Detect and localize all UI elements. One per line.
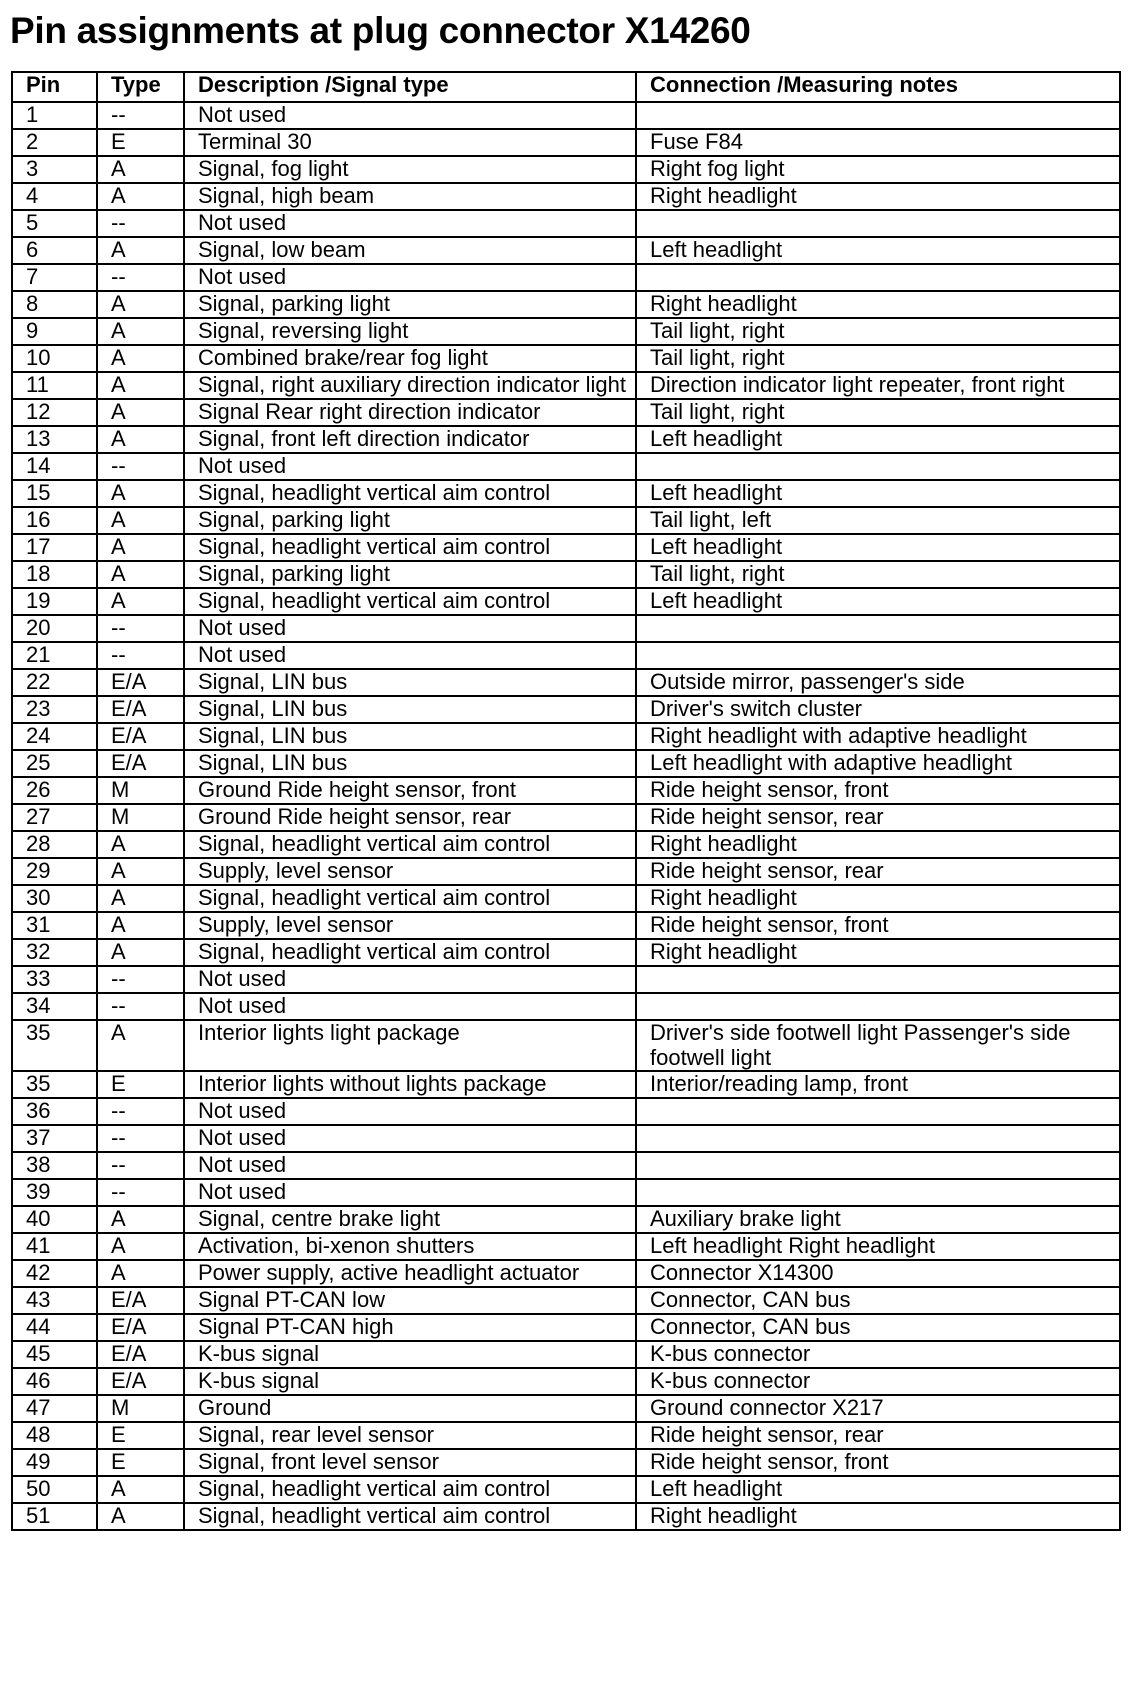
- description-cell: Not used: [184, 1152, 636, 1179]
- type-cell: E/A: [97, 1368, 184, 1395]
- pin-cell: 37: [12, 1125, 97, 1152]
- table-row: [12, 453, 1120, 480]
- type-cell: E/A: [97, 696, 184, 723]
- column-header-connection: Connection /Measuring notes: [636, 72, 1120, 102]
- pin-cell: 42: [12, 1260, 97, 1287]
- table-row: [12, 966, 1120, 993]
- table-row: [12, 696, 1120, 723]
- description-cell: Power supply, active headlight actuator: [184, 1260, 636, 1287]
- table-row: [12, 534, 1120, 561]
- description-cell: Not used: [184, 993, 636, 1020]
- description-cell: Signal PT-CAN low: [184, 1287, 636, 1314]
- pin-cell: 17: [12, 534, 97, 561]
- table-row: [12, 1179, 1120, 1206]
- connection-cell: Fuse F84: [636, 129, 1120, 156]
- description-cell: Not used: [184, 615, 636, 642]
- pin-cell: 36: [12, 1098, 97, 1125]
- connection-cell: Tail light, right: [636, 318, 1120, 345]
- column-header-description: Description /Signal type: [184, 72, 636, 102]
- pin-cell: 50: [12, 1476, 97, 1503]
- description-cell: Signal PT-CAN high: [184, 1314, 636, 1341]
- table-row: [12, 129, 1120, 156]
- type-cell: A: [97, 1503, 184, 1530]
- table-row: [12, 156, 1120, 183]
- table-row: [12, 1341, 1120, 1368]
- description-cell: Signal, headlight vertical aim control: [184, 480, 636, 507]
- pin-cell: 6: [12, 237, 97, 264]
- table-row: [12, 318, 1120, 345]
- connection-cell: K-bus connector: [636, 1341, 1120, 1368]
- type-cell: E/A: [97, 669, 184, 696]
- pin-cell: 11: [12, 372, 97, 399]
- table-row: [12, 210, 1120, 237]
- description-cell: Signal, headlight vertical aim control: [184, 534, 636, 561]
- type-cell: A: [97, 561, 184, 588]
- type-cell: A: [97, 1233, 184, 1260]
- type-cell: A: [97, 831, 184, 858]
- pin-cell: 34: [12, 993, 97, 1020]
- connection-cell: Tail light, right: [636, 345, 1120, 372]
- description-cell: Signal, parking light: [184, 507, 636, 534]
- pin-cell: 2: [12, 129, 97, 156]
- description-cell: Activation, bi-xenon shutters: [184, 1233, 636, 1260]
- description-cell: Not used: [184, 1179, 636, 1206]
- type-cell: A: [97, 156, 184, 183]
- table-row: [12, 1125, 1120, 1152]
- table-row: [12, 1152, 1120, 1179]
- type-cell: A: [97, 858, 184, 885]
- connection-cell: Left headlight with adaptive headlight: [636, 750, 1120, 777]
- connection-cell: Left headlight Right headlight: [636, 1233, 1120, 1260]
- pin-cell: 51: [12, 1503, 97, 1530]
- column-header-pin: Pin: [12, 72, 97, 102]
- table-row: [12, 615, 1120, 642]
- description-cell: Terminal 30: [184, 129, 636, 156]
- connection-cell: Driver's switch cluster: [636, 696, 1120, 723]
- description-cell: Signal, LIN bus: [184, 669, 636, 696]
- pin-cell: 26: [12, 777, 97, 804]
- connection-cell: [636, 993, 1120, 1020]
- pin-cell: 19: [12, 588, 97, 615]
- description-cell: Signal, right auxiliary direction indicator light: [184, 372, 636, 399]
- description-cell: Signal, parking light: [184, 561, 636, 588]
- pin-cell: 44: [12, 1314, 97, 1341]
- table-row: [12, 561, 1120, 588]
- pin-cell: 47: [12, 1395, 97, 1422]
- table-row: [12, 264, 1120, 291]
- table-row: [12, 183, 1120, 210]
- pin-cell: 5: [12, 210, 97, 237]
- type-cell: A: [97, 912, 184, 939]
- table-row: [12, 777, 1120, 804]
- type-cell: A: [97, 426, 184, 453]
- type-cell: --: [97, 210, 184, 237]
- description-cell: Interior lights without lights package: [184, 1071, 636, 1098]
- table-row: [12, 1020, 1120, 1071]
- type-cell: M: [97, 804, 184, 831]
- type-cell: A: [97, 1476, 184, 1503]
- description-cell: Signal, headlight vertical aim control: [184, 939, 636, 966]
- pin-cell: 35: [12, 1020, 97, 1071]
- connection-cell: Driver's side footwell light Passenger's side footwell light: [636, 1020, 1120, 1071]
- description-cell: Combined brake/rear fog light: [184, 345, 636, 372]
- table-row: [12, 399, 1120, 426]
- description-cell: Signal, centre brake light: [184, 1206, 636, 1233]
- description-cell: Signal, headlight vertical aim control: [184, 831, 636, 858]
- connection-cell: Right headlight: [636, 885, 1120, 912]
- connection-cell: Connector X14300: [636, 1260, 1120, 1287]
- table-row: [12, 1260, 1120, 1287]
- connection-cell: Ride height sensor, front: [636, 1449, 1120, 1476]
- table-row: [12, 1098, 1120, 1125]
- description-cell: Signal, fog light: [184, 156, 636, 183]
- table-row: [12, 912, 1120, 939]
- pin-cell: 48: [12, 1422, 97, 1449]
- description-cell: Ground Ride height sensor, rear: [184, 804, 636, 831]
- table-row: [12, 480, 1120, 507]
- description-cell: Ground Ride height sensor, front: [184, 777, 636, 804]
- connection-cell: Outside mirror, passenger's side: [636, 669, 1120, 696]
- table-row: [12, 1368, 1120, 1395]
- type-cell: A: [97, 939, 184, 966]
- pin-cell: 21: [12, 642, 97, 669]
- connection-cell: [636, 1152, 1120, 1179]
- type-cell: E: [97, 129, 184, 156]
- connection-cell: Left headlight: [636, 588, 1120, 615]
- pin-assignment-table: [11, 71, 1121, 1531]
- pin-cell: 16: [12, 507, 97, 534]
- type-cell: E: [97, 1449, 184, 1476]
- connection-cell: Interior/reading lamp, front: [636, 1071, 1120, 1098]
- connection-cell: Tail light, right: [636, 399, 1120, 426]
- table-row: [12, 1287, 1120, 1314]
- type-cell: --: [97, 1152, 184, 1179]
- table-row: [12, 507, 1120, 534]
- description-cell: Signal, LIN bus: [184, 696, 636, 723]
- pin-cell: 22: [12, 669, 97, 696]
- connection-cell: [636, 210, 1120, 237]
- pin-cell: 27: [12, 804, 97, 831]
- type-cell: E/A: [97, 1287, 184, 1314]
- type-cell: --: [97, 1179, 184, 1206]
- pin-cell: 30: [12, 885, 97, 912]
- connection-cell: Left headlight: [636, 534, 1120, 561]
- pin-cell: 13: [12, 426, 97, 453]
- pin-cell: 46: [12, 1368, 97, 1395]
- description-cell: K-bus signal: [184, 1341, 636, 1368]
- table-row: [12, 858, 1120, 885]
- page-title: Pin assignments at plug connector X14260: [10, 10, 751, 51]
- connection-cell: Ride height sensor, rear: [636, 804, 1120, 831]
- connection-cell: Connector, CAN bus: [636, 1314, 1120, 1341]
- type-cell: A: [97, 480, 184, 507]
- table-row: [12, 1395, 1120, 1422]
- connection-cell: Left headlight: [636, 237, 1120, 264]
- pin-cell: 8: [12, 291, 97, 318]
- type-cell: A: [97, 1206, 184, 1233]
- type-cell: E/A: [97, 1314, 184, 1341]
- table-row: [12, 831, 1120, 858]
- table-row: [12, 1233, 1120, 1260]
- connection-cell: Right headlight: [636, 831, 1120, 858]
- connection-cell: Ground connector X217: [636, 1395, 1120, 1422]
- description-cell: Signal, rear level sensor: [184, 1422, 636, 1449]
- description-cell: Not used: [184, 966, 636, 993]
- connection-cell: Direction indicator light repeater, front right: [636, 372, 1120, 399]
- connection-cell: Auxiliary brake light: [636, 1206, 1120, 1233]
- type-cell: --: [97, 453, 184, 480]
- description-cell: Signal, parking light: [184, 291, 636, 318]
- pin-cell: 25: [12, 750, 97, 777]
- type-cell: --: [97, 264, 184, 291]
- type-cell: A: [97, 534, 184, 561]
- type-cell: E/A: [97, 750, 184, 777]
- description-cell: Signal, high beam: [184, 183, 636, 210]
- connection-cell: Right headlight: [636, 1503, 1120, 1530]
- connection-cell: Right headlight: [636, 291, 1120, 318]
- type-cell: A: [97, 372, 184, 399]
- table-body: [12, 102, 1120, 1530]
- type-cell: E: [97, 1422, 184, 1449]
- connection-cell: Ride height sensor, front: [636, 912, 1120, 939]
- type-cell: --: [97, 1125, 184, 1152]
- table-row: [12, 1476, 1120, 1503]
- pin-cell: 33: [12, 966, 97, 993]
- type-cell: E: [97, 1071, 184, 1098]
- description-cell: Signal, LIN bus: [184, 723, 636, 750]
- type-cell: A: [97, 885, 184, 912]
- connection-cell: [636, 453, 1120, 480]
- pin-cell: 49: [12, 1449, 97, 1476]
- description-cell: Not used: [184, 102, 636, 129]
- connection-cell: Right headlight: [636, 183, 1120, 210]
- description-cell: Supply, level sensor: [184, 912, 636, 939]
- description-cell: Ground: [184, 1395, 636, 1422]
- type-cell: E/A: [97, 723, 184, 750]
- table-row: [12, 345, 1120, 372]
- description-cell: Signal, front left direction indicator: [184, 426, 636, 453]
- type-cell: M: [97, 1395, 184, 1422]
- pin-cell: 1: [12, 102, 97, 129]
- table-row: [12, 993, 1120, 1020]
- table-row: [12, 1503, 1120, 1530]
- pin-cell: 31: [12, 912, 97, 939]
- type-cell: A: [97, 399, 184, 426]
- connection-cell: [636, 642, 1120, 669]
- table-row: [12, 1449, 1120, 1476]
- description-cell: Interior lights light package: [184, 1020, 636, 1071]
- table-row: [12, 885, 1120, 912]
- connection-cell: [636, 102, 1120, 129]
- type-cell: --: [97, 642, 184, 669]
- type-cell: A: [97, 291, 184, 318]
- type-cell: E/A: [97, 1341, 184, 1368]
- type-cell: --: [97, 1098, 184, 1125]
- pin-cell: 38: [12, 1152, 97, 1179]
- pin-cell: 15: [12, 480, 97, 507]
- type-cell: A: [97, 1020, 184, 1071]
- pin-cell: 12: [12, 399, 97, 426]
- table-row: [12, 642, 1120, 669]
- table-row: [12, 426, 1120, 453]
- connection-cell: [636, 1098, 1120, 1125]
- type-cell: --: [97, 993, 184, 1020]
- pin-cell: 14: [12, 453, 97, 480]
- pin-cell: 10: [12, 345, 97, 372]
- description-cell: Not used: [184, 1125, 636, 1152]
- type-cell: M: [97, 777, 184, 804]
- connection-cell: Ride height sensor, rear: [636, 858, 1120, 885]
- table-row: [12, 750, 1120, 777]
- type-cell: A: [97, 345, 184, 372]
- connection-cell: Tail light, left: [636, 507, 1120, 534]
- description-cell: Signal, headlight vertical aim control: [184, 885, 636, 912]
- description-cell: Not used: [184, 453, 636, 480]
- connection-cell: Ride height sensor, rear: [636, 1422, 1120, 1449]
- type-cell: A: [97, 183, 184, 210]
- pin-cell: 35: [12, 1071, 97, 1098]
- pin-cell: 43: [12, 1287, 97, 1314]
- description-cell: Signal, low beam: [184, 237, 636, 264]
- table-row: [12, 804, 1120, 831]
- pin-cell: 23: [12, 696, 97, 723]
- table-row: [12, 1314, 1120, 1341]
- pin-cell: 9: [12, 318, 97, 345]
- pin-cell: 24: [12, 723, 97, 750]
- description-cell: Signal, headlight vertical aim control: [184, 588, 636, 615]
- table-header: [12, 72, 1120, 102]
- table-row: [12, 372, 1120, 399]
- description-cell: Signal, reversing light: [184, 318, 636, 345]
- description-cell: Signal, headlight vertical aim control: [184, 1503, 636, 1530]
- description-cell: K-bus signal: [184, 1368, 636, 1395]
- connection-cell: Left headlight: [636, 426, 1120, 453]
- connection-cell: Tail light, right: [636, 561, 1120, 588]
- pin-cell: 20: [12, 615, 97, 642]
- table-row: [12, 237, 1120, 264]
- table-row: [12, 588, 1120, 615]
- description-cell: Not used: [184, 642, 636, 669]
- column-header-type: Type: [97, 72, 184, 102]
- connection-cell: [636, 966, 1120, 993]
- description-cell: Not used: [184, 210, 636, 237]
- connection-cell: [636, 1125, 1120, 1152]
- pin-cell: 45: [12, 1341, 97, 1368]
- description-cell: Signal, front level sensor: [184, 1449, 636, 1476]
- type-cell: A: [97, 507, 184, 534]
- table-row: [12, 1422, 1120, 1449]
- description-cell: Signal Rear right direction indicator: [184, 399, 636, 426]
- connection-cell: [636, 264, 1120, 291]
- pin-cell: 29: [12, 858, 97, 885]
- pin-cell: 3: [12, 156, 97, 183]
- type-cell: A: [97, 318, 184, 345]
- type-cell: A: [97, 588, 184, 615]
- connection-cell: Right headlight with adaptive headlight: [636, 723, 1120, 750]
- type-cell: --: [97, 102, 184, 129]
- table-row: [12, 939, 1120, 966]
- connection-cell: Left headlight: [636, 480, 1120, 507]
- header-row: [12, 72, 1120, 102]
- description-cell: Supply, level sensor: [184, 858, 636, 885]
- description-cell: Not used: [184, 1098, 636, 1125]
- connection-cell: Ride height sensor, front: [636, 777, 1120, 804]
- connection-cell: Connector, CAN bus: [636, 1287, 1120, 1314]
- table-row: [12, 1206, 1120, 1233]
- type-cell: A: [97, 1260, 184, 1287]
- pin-cell: 4: [12, 183, 97, 210]
- pin-cell: 7: [12, 264, 97, 291]
- pin-cell: 28: [12, 831, 97, 858]
- pin-cell: 41: [12, 1233, 97, 1260]
- type-cell: --: [97, 615, 184, 642]
- type-cell: --: [97, 966, 184, 993]
- description-cell: Signal, LIN bus: [184, 750, 636, 777]
- table-row: [12, 723, 1120, 750]
- table-row: [12, 291, 1120, 318]
- pin-cell: 18: [12, 561, 97, 588]
- connection-cell: Right headlight: [636, 939, 1120, 966]
- pin-cell: 32: [12, 939, 97, 966]
- table-row: [12, 669, 1120, 696]
- type-cell: A: [97, 237, 184, 264]
- connection-cell: K-bus connector: [636, 1368, 1120, 1395]
- connection-cell: [636, 615, 1120, 642]
- description-cell: Signal, headlight vertical aim control: [184, 1476, 636, 1503]
- pin-cell: 39: [12, 1179, 97, 1206]
- description-cell: Not used: [184, 264, 636, 291]
- connection-cell: Right fog light: [636, 156, 1120, 183]
- connection-cell: [636, 1179, 1120, 1206]
- table-row: [12, 1071, 1120, 1098]
- table-row: [12, 102, 1120, 129]
- pin-cell: 40: [12, 1206, 97, 1233]
- connection-cell: Left headlight: [636, 1476, 1120, 1503]
